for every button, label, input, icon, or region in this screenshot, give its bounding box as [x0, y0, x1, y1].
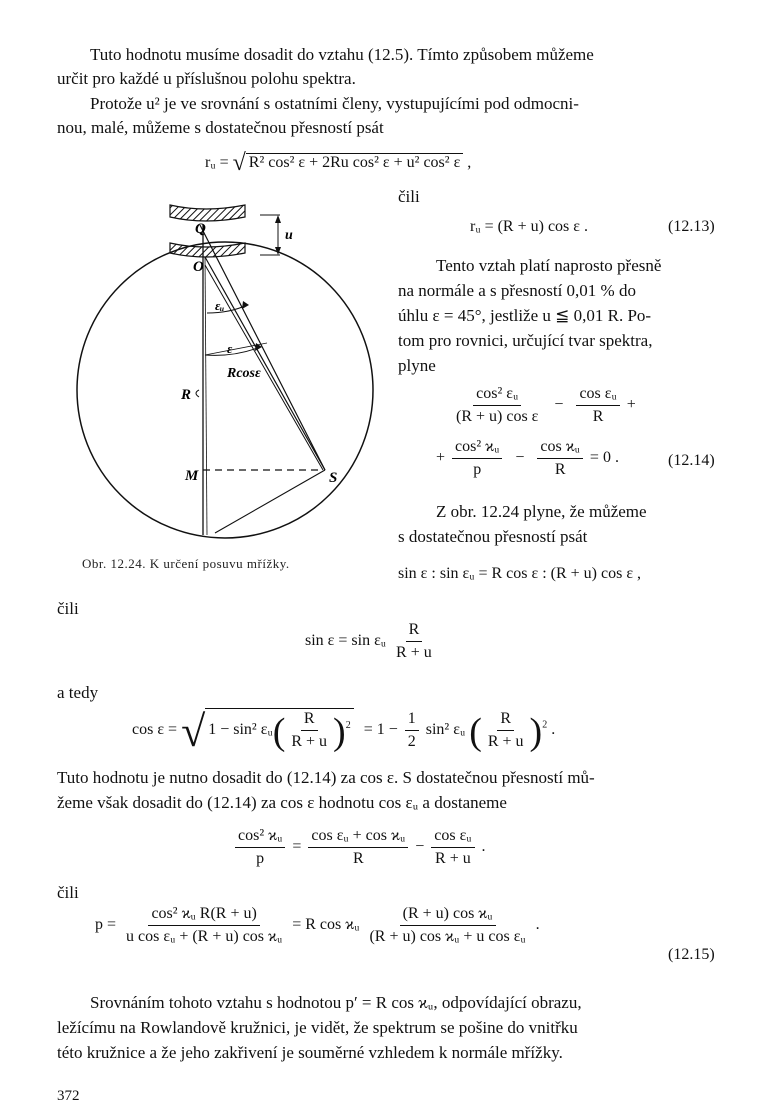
equation-ru-sqrt	[205, 150, 471, 177]
label-Q: Q	[195, 221, 206, 237]
equation-p: p = $\frac{\text{cos² ϰᵤ R(R + u)}}{\text{u cos εᵤ + (R + u) cos ϰᵤ}}$ = R cos ϰᵤ $\frac{\text{(R + u) cos ϰᵤ}}{\text{(R + u) cos ϰᵤ + u cos εᵤ}}$ .	[95, 905, 540, 945]
equation-cos-kappa: $\frac{\text{cos² ϰᵤ}}{p}$ = $\frac{\text{cos εᵤ + cos ϰᵤ}}{R}$ − $\frac{\text{cos εᵤ}}{R + u}$ .	[232, 826, 486, 869]
fraction: $\frac{\text{cos εᵤ}}{R + u}$	[431, 826, 474, 869]
text-line: plyne	[398, 356, 436, 375]
equation-sine-ratio: sin ε : sin εᵤ = R cos ε : (R + u) cos ε ,	[398, 565, 642, 582]
text-line: tom pro rovnici, určující tvar spektra,	[398, 331, 653, 350]
text-line: úhlu ε = 45°, jestliže u ≦ 0,01 R. Po-	[398, 306, 652, 325]
label-eps: ε	[227, 341, 233, 356]
text-line: čili	[57, 599, 79, 618]
equation-sin-eps: sin ε = sin εᵤ $\frac{R}{R + u}$	[305, 620, 438, 663]
text-line: na normále a s přesností 0,01 % do	[398, 281, 636, 300]
text-line: určit pro každé u příslušnou polohu spektra.	[57, 69, 356, 88]
fraction: $\frac{\text{cos εᵤ}}{R}$	[576, 384, 619, 427]
label-u: u	[285, 228, 293, 243]
text-line: Tento vztah platí naprosto přesně	[436, 256, 662, 275]
text-line: Protože u² je ve srovnání s ostatními členy, vystupujícími pod odmocni-	[90, 94, 579, 113]
chord-lower	[215, 470, 325, 533]
label-M: M	[185, 468, 199, 484]
rowland-circle	[77, 242, 373, 538]
eq6-radicand: 1 − sin² εᵤ( $\frac{R}{R + u}$ )$^2$	[205, 708, 353, 754]
grating-upper	[170, 205, 245, 221]
text-line: čili	[57, 883, 79, 902]
text-line: žeme však dosadit do (12.14) za cos ε hodnotu cos εᵤ a dostaneme	[57, 793, 507, 812]
text-line: Z obr. 12.24 plyne, že můžeme	[436, 502, 647, 521]
eq1-lhs: rᵤ =	[205, 154, 229, 171]
label-O: O	[193, 259, 204, 275]
ray-o-s-2	[205, 265, 323, 470]
ray-o-s	[205, 257, 325, 470]
fraction: $\frac{1}{2}$	[405, 709, 419, 752]
label-eps-u: εᵤ	[215, 298, 225, 313]
text-line: a tedy	[57, 683, 99, 702]
fraction: $\frac{\text{cos² ϰᵤ}}{p}$	[235, 826, 285, 869]
equation-number: (12.13)	[668, 218, 715, 235]
fraction: $\frac{\text{cos εᵤ + cos ϰᵤ}}{R}$	[308, 826, 408, 869]
text-line: této kružnice a že jeho zakřivení je souměrné vzhledem k normále mřížky.	[57, 1043, 563, 1062]
figure-rowland-circle	[55, 195, 375, 550]
label-S: S	[329, 470, 338, 486]
figure-caption: Obr. 12.24. K určení posuvu mřížky.	[82, 556, 290, 571]
equation-number: (12.14)	[668, 452, 715, 469]
radical-sign: √	[181, 707, 206, 756]
equation-spectrum-line2: + $\frac{\text{cos² ϰᵤ}}{p}$ − $\frac{\text{cos ϰᵤ}}{R}$ = 0 .	[436, 438, 619, 478]
equation-cos-eps: cos ε = √ 1 − sin² εᵤ( $\frac{R}{R + u}$ )$^2$ = 1 − $\frac{1}{2}$ sin² εᵤ ( $\frac{R}{R + u}$ )$^2$ .	[132, 707, 556, 756]
eq1-tail: ,	[467, 154, 472, 171]
text-line: s dostatečnou přesností psát	[398, 527, 588, 546]
fraction: $\frac{\text{cos ϰᵤ}}{R}$	[537, 437, 583, 480]
radical-sign: √	[232, 150, 246, 176]
text-line: Tuto hodnotu musíme dosadit do vztahu (12.5). Tímto způsobem můžeme	[90, 45, 594, 64]
text-line: ležícímu na Rowlandově kružnici, je vidět, že spektrum se pošine do vnitřku	[57, 1018, 578, 1037]
equation-spectrum-line1: $\frac{\text{cos² εᵤ}}{\text{(R + u) cos ε}}$ − $\frac{\text{cos εᵤ}}{R}$ +	[450, 384, 636, 427]
equation-number: (12.15)	[668, 946, 715, 963]
fraction: $\frac{\text{cos² εᵤ}}{\text{(R + u) cos ε}}$	[456, 385, 539, 425]
fraction: $\frac{\text{(R + u) cos ϰᵤ}}{\text{(R + u) cos ϰᵤ + u cos εᵤ}}$	[369, 905, 526, 945]
text-line: čili	[398, 187, 420, 206]
eq1-radicand: R² cos² ε + 2Ru cos² ε + u² cos² ε	[246, 153, 464, 172]
equation-ru-linear: rᵤ = (R + u) cos ε .	[470, 218, 588, 235]
fraction: $\frac{R}{R + u}$	[396, 621, 432, 661]
page-number: 372	[57, 1088, 80, 1104]
fraction: $\frac{\text{cos² ϰᵤ R(R + u)}}{\text{u cos εᵤ + (R + u) cos ϰᵤ}}$	[126, 905, 283, 945]
label-R: R	[181, 387, 192, 403]
text-line: nou, malé, můžeme s dostatečnou přesností psát	[57, 118, 384, 137]
text-line: Tuto hodnotu je nutno dosadit do (12.14) za cos ε. S dostatečnou přesností mů-	[57, 768, 595, 787]
ray-q-s	[200, 225, 325, 470]
grating-lower	[170, 243, 245, 257]
text-line: Srovnáním tohoto vztahu s hodnotou p′ = R cos ϰᵤ, odpovídající obrazu,	[90, 993, 582, 1012]
fraction: $\frac{\text{cos² ϰᵤ}}{p}$	[452, 437, 502, 480]
label-rcos: Rcosε	[227, 366, 261, 381]
